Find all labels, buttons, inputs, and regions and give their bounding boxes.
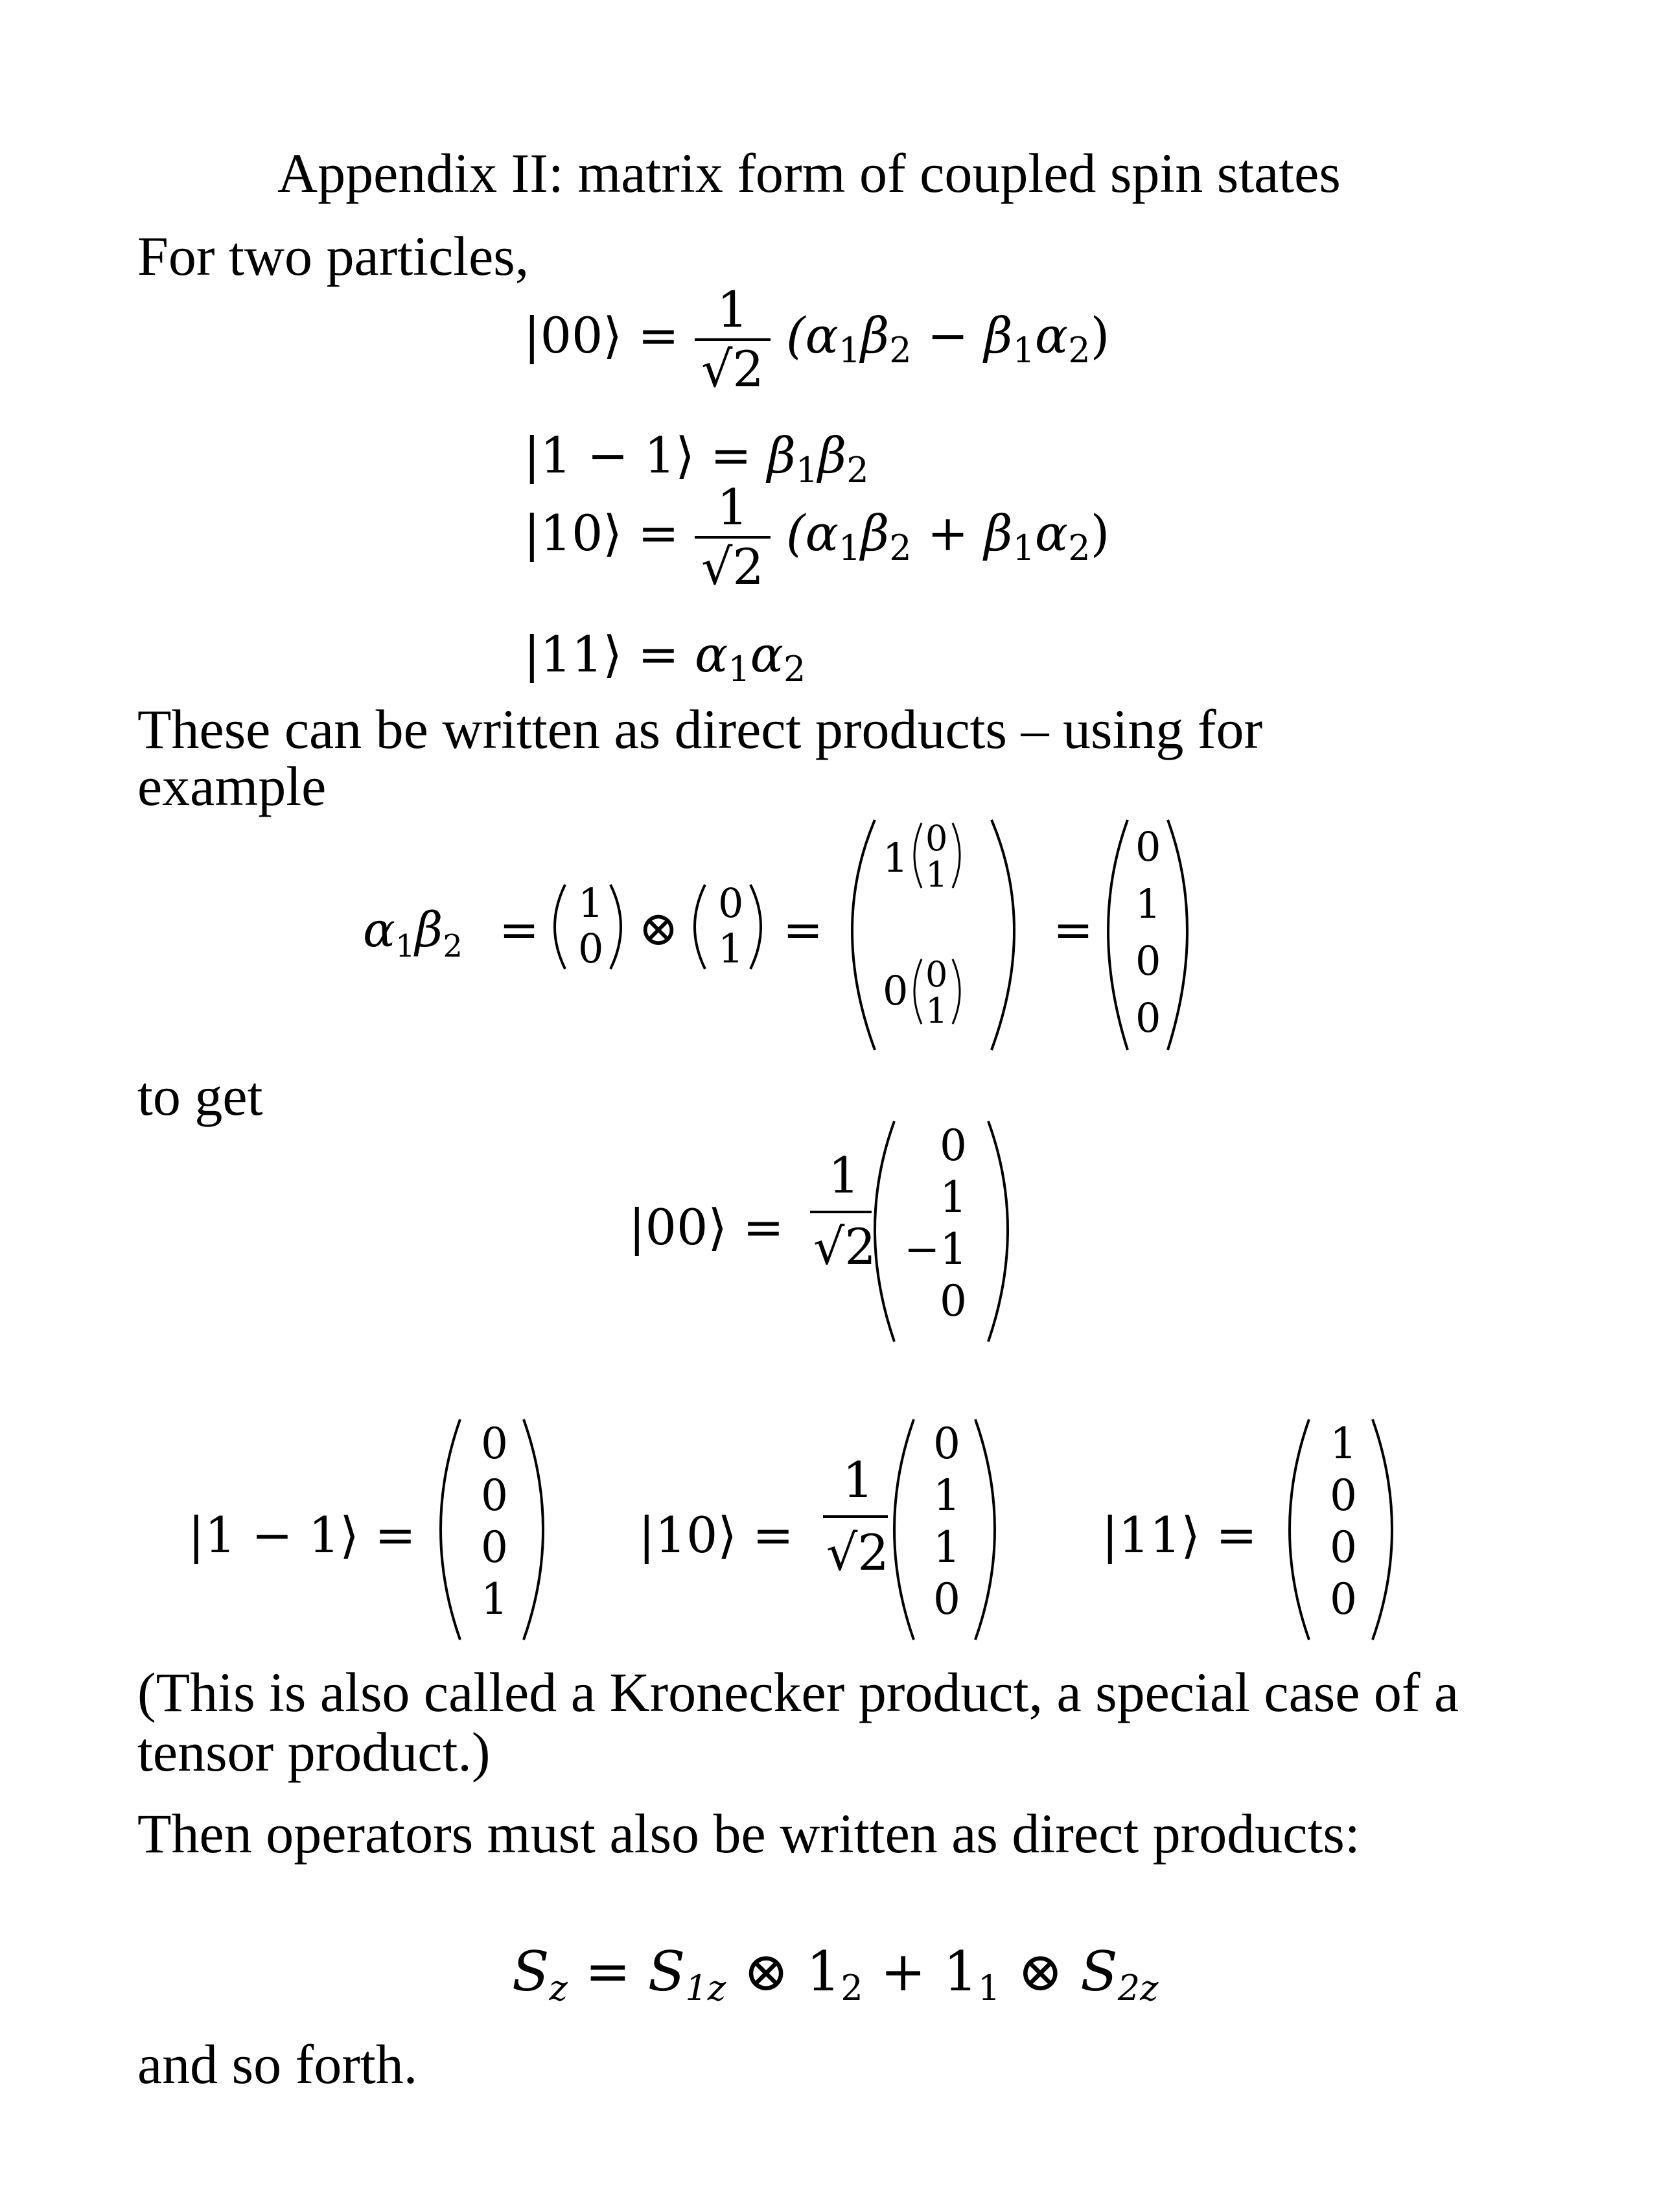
vector-entry: 1 — [925, 854, 948, 895]
ket00-vector-equation — [622, 1108, 1076, 1368]
appendix-heading: Appendix II: matrix form of coupled spin states — [277, 142, 1341, 204]
right-paren — [953, 823, 960, 888]
left-paren — [555, 885, 565, 969]
equation-ket10: |10⟩ = $\frac{1}{√2}$ $(\alpha_1\beta_2 + \beta_1\alpha_2)$ — [524, 478, 1110, 596]
equation-ket00: |00⟩ = $\frac{1}{√2}$ $(\alpha_1\beta_2 - \beta_1\alpha_2)$ — [524, 281, 1110, 398]
vector-entry: 1 — [925, 990, 948, 1031]
otimes-symbol: ⊗ — [638, 901, 679, 957]
right-paren — [992, 820, 1014, 1050]
fraction-coef: $\frac{1}{√2}$ — [695, 483, 771, 592]
example-lhs: $\alpha_1\beta_2$ — [363, 902, 463, 964]
vector-entry: 0 — [925, 954, 948, 995]
vector-entry: 1 — [1330, 1419, 1357, 1469]
vector-entry: 1 — [1135, 880, 1161, 927]
equals-sign: = — [499, 902, 540, 958]
intro-text: For two particles, — [137, 225, 529, 287]
block-coef: 0 — [883, 967, 909, 1014]
equation-ket11: |11⟩ = $\alpha_1\alpha_2$ — [524, 625, 806, 690]
example-direct-product — [350, 797, 1348, 1082]
left-paren — [894, 1419, 914, 1640]
right-paren — [953, 959, 960, 1024]
left-paren — [852, 820, 875, 1050]
left-paren — [914, 959, 922, 1024]
vector-entry: 0 — [1330, 1522, 1357, 1572]
vector-entry: 0 — [1330, 1471, 1357, 1520]
paragraph-kronecker: (This is also called a Kronecker product, a special case of a — [137, 1661, 1459, 1723]
left-paren — [875, 1121, 894, 1342]
paragraph-direct-products: These can be written as direct products – using for — [137, 698, 1263, 760]
equation-ket1m1: |1 − 1⟩ = $\beta_1\beta_2$ — [524, 426, 869, 491]
ket1m1-label: |1 − 1⟩ = — [188, 1506, 416, 1564]
fraction-coef: $\frac{1}{√2}$ — [695, 285, 771, 394]
ket10-label: |10⟩ = — [638, 1506, 794, 1564]
vector-entry: 1 — [481, 1574, 508, 1624]
paragraph-operators: Then operators must also be written as direct products: — [137, 1802, 1360, 1865]
ket11-label: |11⟩ = — [1102, 1506, 1257, 1564]
vector-entry: 0 — [481, 1471, 508, 1520]
right-paren — [988, 1121, 1008, 1342]
ket-vectors-row — [168, 1406, 1465, 1666]
vector-entry: 0 — [481, 1419, 508, 1469]
vector-entry: 1 — [578, 879, 604, 927]
paragraph-direct-products-cont: example — [137, 755, 327, 817]
vector-entry: 0 — [578, 925, 604, 972]
vector-entry: 0 — [925, 818, 948, 859]
paragraph-kronecker-cont: tensor product.) — [137, 1721, 491, 1783]
right-paren — [524, 1419, 543, 1640]
left-paren — [914, 823, 922, 888]
closing-text: and so forth. — [137, 2033, 418, 2095]
equals-sign: = — [1053, 902, 1094, 958]
operator-equation: $S_z = S_{1z}$ ⊗ $1_2 + 1_1$ ⊗ $S_{2z}$ — [512, 1940, 1159, 2009]
fraction-denominator: √2 — [813, 1218, 876, 1275]
left-paren — [1290, 1419, 1309, 1640]
left-paren — [695, 885, 705, 969]
to-get-text: to get — [137, 1065, 263, 1127]
equals-sign: = — [783, 902, 824, 958]
fraction-denominator: √2 — [826, 1524, 889, 1581]
vector-entry: 0 — [1135, 823, 1161, 870]
vector-entry: 0 — [940, 1121, 967, 1170]
vector-entry: 1 — [940, 1172, 967, 1222]
right-paren — [610, 885, 621, 969]
vector-entry: 0 — [718, 879, 744, 927]
vector-entry: 1 — [933, 1471, 960, 1520]
vector-entry: 0 — [481, 1522, 508, 1572]
vector-entry: 0 — [940, 1276, 967, 1326]
right-paren — [750, 885, 761, 969]
vector-entry: 0 — [1330, 1574, 1357, 1624]
vector-entry: 0 — [1135, 994, 1161, 1042]
vector-entry: 0 — [933, 1574, 960, 1624]
ket00-label: |00⟩ = — [629, 1198, 784, 1256]
block-coef: 1 — [883, 834, 909, 881]
right-paren — [975, 1419, 995, 1640]
fraction-numerator: 1 — [828, 1147, 860, 1204]
fraction-numerator: 1 — [842, 1451, 874, 1509]
right-paren — [1168, 820, 1187, 1050]
vector-entry: −1 — [904, 1224, 968, 1274]
right-paren — [1373, 1419, 1392, 1640]
vector-entry: 0 — [1135, 937, 1161, 984]
vector-entry: 1 — [718, 925, 744, 972]
left-paren — [1108, 820, 1128, 1050]
left-paren — [441, 1419, 460, 1640]
vector-entry: 0 — [933, 1419, 960, 1469]
vector-entry: 1 — [933, 1522, 960, 1572]
